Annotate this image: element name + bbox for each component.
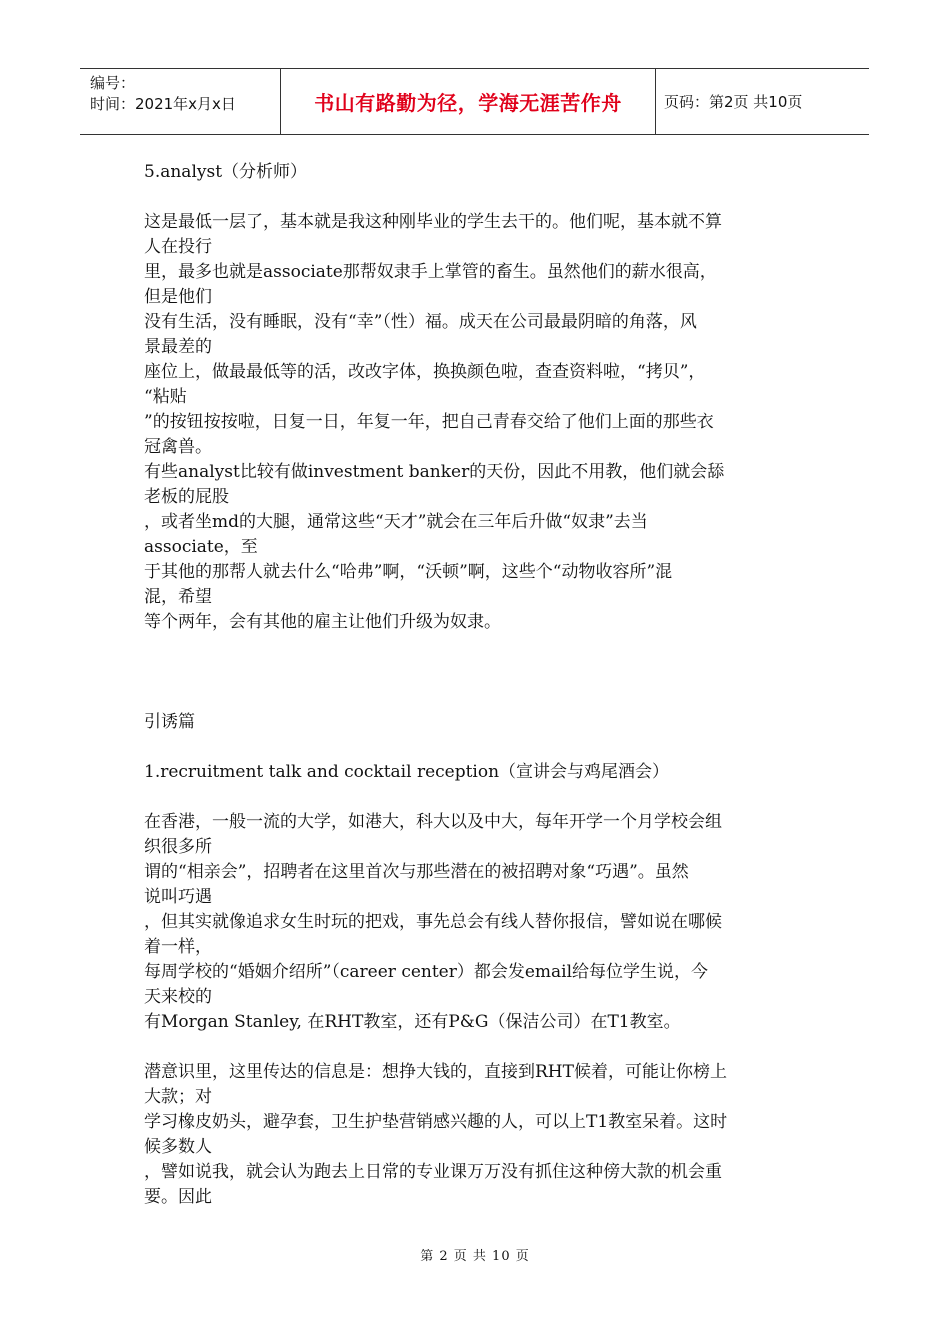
footer-page-number: 第 2 页 共 10 页 [420,1249,530,1264]
text-line: 有Morgan Stanley, 在RHT教室，还有P&G（保洁公司）在T1教室。 [144,1012,681,1032]
text-line: 座位上，做最最低等的活，改改字体，换换颜色啦，查查资料啦，“拷贝”， [144,362,706,382]
text-line: 里，最多也就是associate那帮奴隶手上掌管的畜生。虽然他们的薪水很高， [144,262,717,282]
spacer [144,185,809,210]
text-line: 人在投行 [144,237,212,257]
document-date-label: 时间：2021年x月x日 [90,95,236,113]
spacer [144,1035,809,1060]
header-page-number: 页码：第2页 共10页 [664,93,803,111]
header-motto-cell [281,69,656,134]
text-line: “粘贴 [144,387,187,407]
text-line: 等个两年，会有其他的雇主让他们升级为奴隶。 [144,612,501,632]
text-line: ，或者坐md的大腿，通常这些“天才”就会在三年后升做“奴隶”去当 [144,512,648,532]
text-line: 没有生活，没有睡眠，没有“幸”（性）福。成天在公司最最阴暗的角落，风 [144,312,697,332]
text-line: associate，至 [144,537,258,557]
subsection-title-recruitment: 1.recruitment talk and cocktail reception（宣讲会与鸡尾酒会） [144,762,670,782]
text-line: 有些analyst比较有做investment banker的天份，因此不用教，他们就会舔 [144,462,725,482]
text-line: 每周学校的“婚姻介绍所”（career center）都会发email给每位学生说，今 [144,962,709,982]
spacer [144,635,809,710]
text-line: 冠禽兽。 [144,437,212,457]
spacer [144,735,809,760]
spacer [144,785,809,810]
text-line: 织很多所 [144,837,212,857]
text-line: 大款；对 [144,1087,212,1107]
section-title-seduction: 引诱篇 [144,712,195,732]
text-line: 但是他们 [144,287,212,307]
document-number-label: 编号： [90,74,136,92]
text-line: ，譬如说我，就会认为跑去上日常的专业课万万没有抓住这种傍大款的机会重 [144,1162,722,1182]
text-line: 说叫巧遇 [144,887,212,907]
text-line: 要。因此 [144,1187,212,1207]
text-line: 在香港，一般一流的大学，如港大，科大以及中大，每年开学一个月学校会组 [144,812,722,832]
analyst-paragraph [144,210,809,635]
text-line: 天来校的 [144,987,212,1007]
text-line: 潜意识里，这里传达的信息是：想挣大钱的，直接到RHT候着，可能让你榜上 [144,1062,727,1082]
text-line: 景最差的 [144,337,212,357]
document-body [144,160,809,1210]
text-line: 混，希望 [144,587,212,607]
text-line: 候多数人 [144,1137,212,1157]
text-line: 学习橡皮奶头，避孕套，卫生护垫营销感兴趣的人，可以上T1教室呆着。这时 [144,1112,728,1132]
recruitment-paragraph-2 [144,1060,809,1210]
text-line: 着一样， [144,937,212,957]
header-motto: 书山有路勤为径，学海无涯苦作舟 [314,91,622,115]
text-line: 这是最低一层了，基本就是我这种刚毕业的学生去干的。他们呢，基本就不算 [144,212,722,232]
page-footer [0,1245,950,1264]
header-page-cell [656,69,869,134]
text-line: 谓的“相亲会”，招聘者在这里首次与那些潜在的被招聘对象“巧遇”。虽然 [144,862,689,882]
header-meta-cell [80,69,281,134]
section-title-analyst: 5.analyst（分析师） [144,162,308,182]
text-line: 老板的屁股 [144,487,229,507]
page-header [80,68,869,135]
text-line: ，但其实就像追求女生时玩的把戏，事先总会有线人替你报信，譬如说在哪候 [144,912,722,932]
text-line: ”的按钮按按啦，日复一日，年复一年，把自己青春交给了他们上面的那些衣 [144,412,714,432]
recruitment-paragraph-1 [144,810,809,1035]
text-line: 于其他的那帮人就去什么“哈弗”啊，“沃顿”啊，这些个“动物收容所”混 [144,562,673,582]
